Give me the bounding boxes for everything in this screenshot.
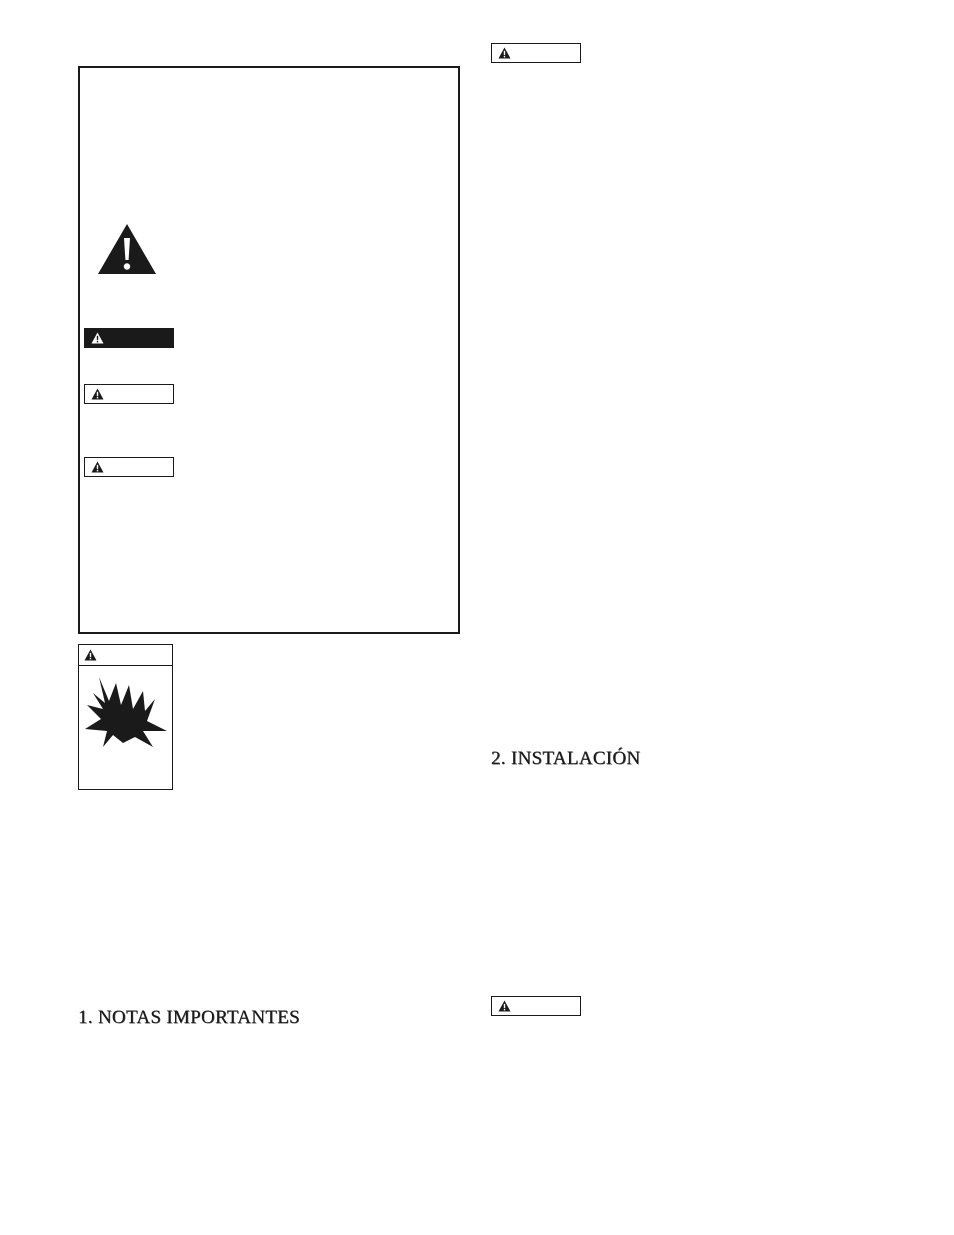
warning-triangle-icon	[84, 649, 97, 661]
warning-triangle-icon	[91, 388, 104, 400]
safety-alert-icon	[96, 222, 158, 276]
warning-triangle-icon	[498, 1000, 511, 1012]
right-warning-badge-bottom	[491, 996, 581, 1016]
warning-badge	[84, 384, 174, 404]
caution-badge	[84, 457, 174, 477]
warning-triangle-icon	[498, 47, 511, 59]
explosion-hazard-box	[78, 644, 173, 790]
warning-triangle-icon	[91, 332, 104, 344]
installation-heading: 2. INSTALACIÓN	[491, 748, 641, 769]
explosion-hazard-header	[79, 645, 172, 666]
explosion-hazard-icon	[83, 675, 169, 747]
danger-badge	[84, 328, 174, 348]
warning-triangle-icon	[91, 461, 104, 473]
important-notes-heading: 1. NOTAS IMPORTANTES	[78, 1007, 300, 1028]
safety-information-box	[78, 66, 460, 634]
right-warning-badge-top	[491, 43, 581, 63]
